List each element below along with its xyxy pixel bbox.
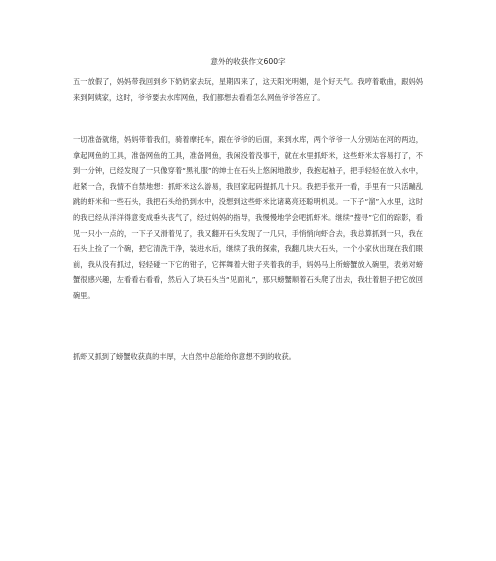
paragraph-1: 五一放假了，妈妈带我回到乡下奶奶家去玩，星期四来了，这天阳光明媚，是个好天气。我哼着歌曲，跟妈妈来到阿姨家，这时，爷爷要去水库网鱼，我们都想去看看怎么网鱼爷爷答应了。	[73, 77, 423, 102]
document-title: 意外的收获作文600字	[210, 57, 286, 66]
paragraph-3: 抓虾又抓到了螃蟹收获真的丰厚，大自然中总能给你意想不到的收获。	[73, 352, 296, 361]
paragraph-2: 一切准备就绪，妈妈带着我们，骑着摩托车，跟在爷爷的后面，来到水库，两个爷爷一人分别站在河的两边，拿起网鱼的工具，准备网鱼的工具，准备网鱼，我闲没着没事干，就在水里抓虾米，这些虾米太容易打了，不到一分钟，已经发现了一只像穿着“黑礼服”的绅士在石头上悠闲地散步，我抱起袖子，把手轻轻在放入水中，赶紧一合，我情不自禁地想：抓虾米这么游易，我回家起码提抓几十只。我把手张开一看，手里有一只活蹦乱跳的虾米和一些石头，我把石头给扔到水中，没想到这些虾米比诸葛亮还聪明机灵。一下子“溜”入水里，这时的我已经从洋洋得意变成垂头丧气了，经过妈妈的指导，我慢慢地学会吧抓虾米。继续“搜寻”它们的踪影，看见一只小一点的，一下子又滑着见了，我又翻开石头发现了一几只，手悄悄向虾合去，我总算抓到一只，我在石头上捡了一个碗，把它清洗干净，装进水后，继续了我的探索，我翻几块大石头，一个小家伙出现在我们眼前，我从没有抓过，轻轻碰一下它的钳子，它挥舞着大钳子夹着我的手，妈妈马上所螃蟹放入碗里，表弟对螃蟹很感兴趣，左看看右看看，然后入了块石头当“见面礼”，那只螃蟹顺着石头爬了出去，我壮着胆子把它放回碗里。	[73, 135, 423, 300]
